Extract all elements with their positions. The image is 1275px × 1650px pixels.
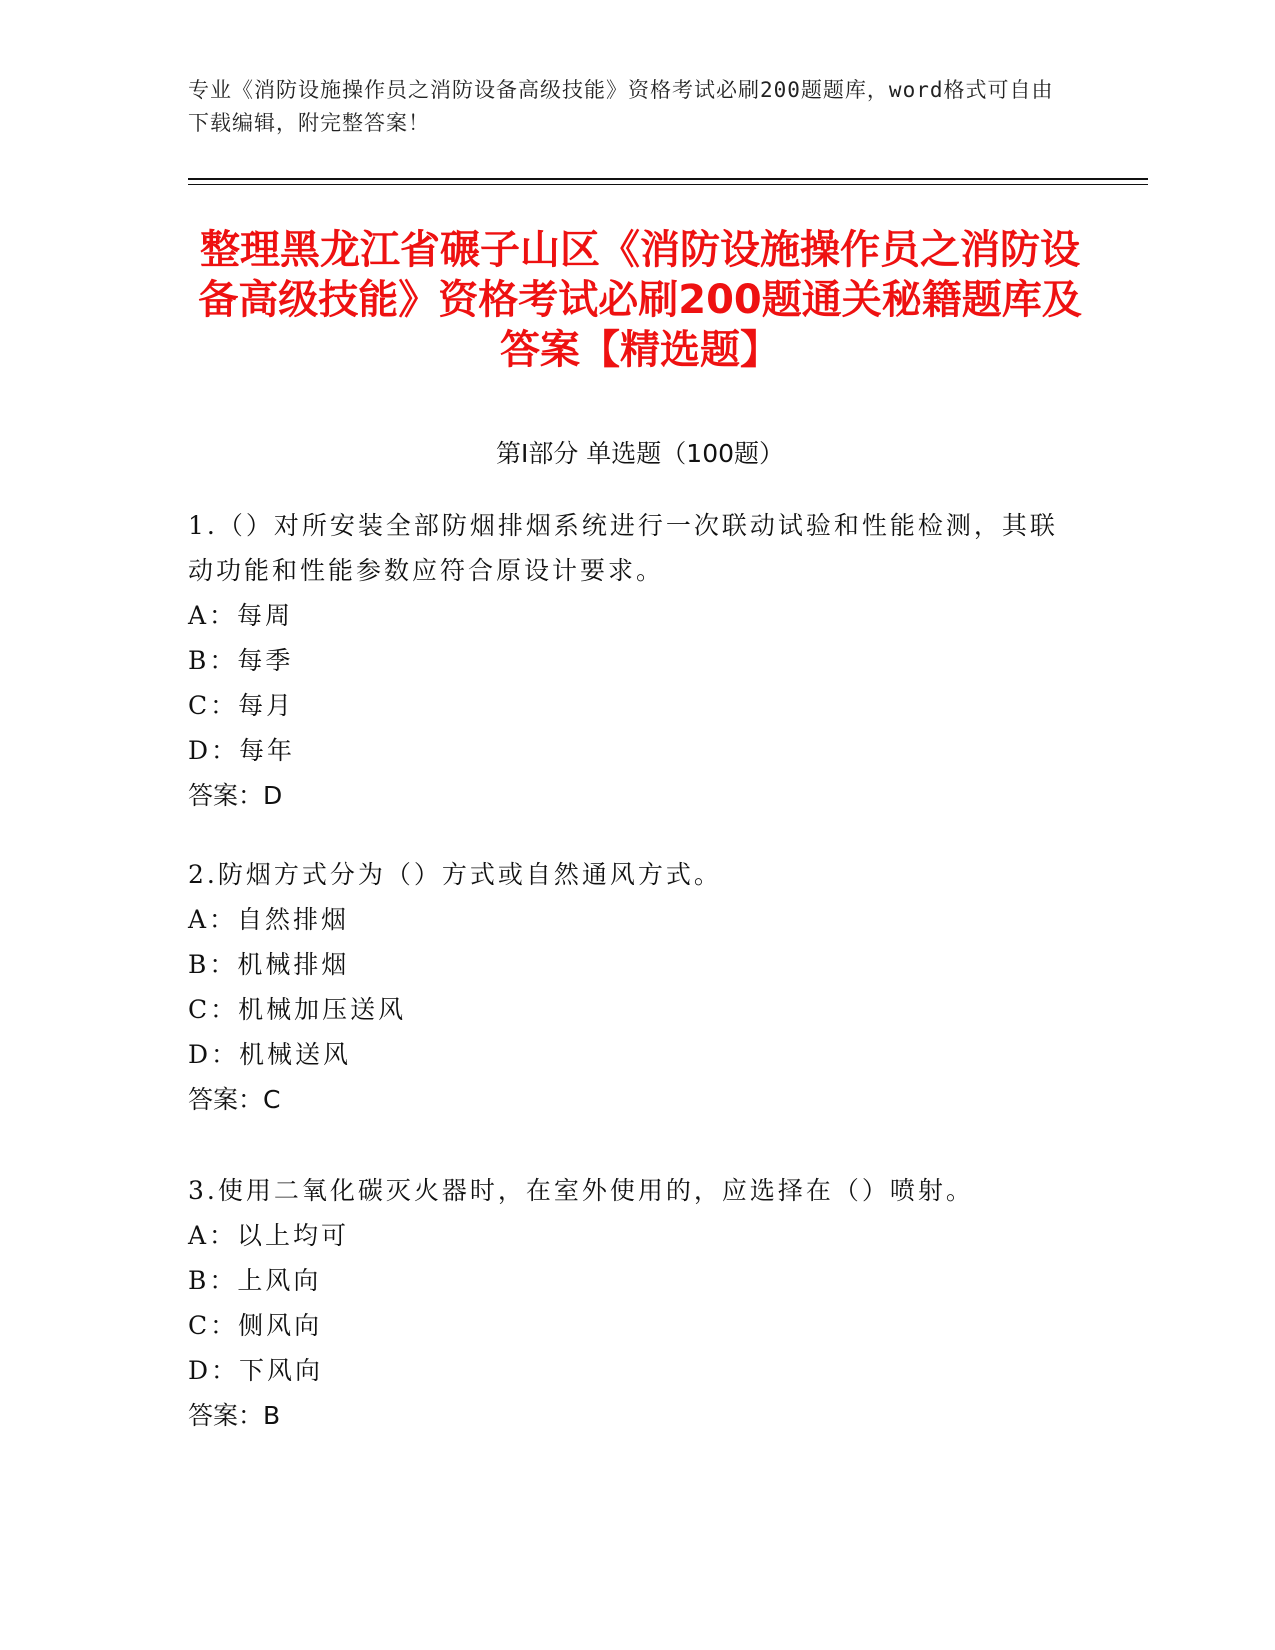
option-a: A：每周 [188,601,294,630]
question-2 [188,852,1068,1122]
question-stem: 3.使用二氧化碳灭火器时，在室外使用的，应选择在（）喷射。 [188,1176,974,1205]
option-d: D：下风向 [188,1356,324,1385]
document-title: 整理黑龙江省碾子山区《消防设施操作员之消防设备高级技能》资格考试必刷200题通关秘籍题库及答案【精选题】 [198,227,1082,373]
section-heading: 第Ⅰ部分 单选题（100题） [495,439,785,468]
answer: 答案：C [188,1085,281,1114]
option-c: C：侧风向 [188,1311,323,1340]
option-d: D：每年 [188,736,296,765]
question-stem: 2.防烟方式分为（）方式或自然通风方式。 [188,860,722,889]
option-b: B：机械排烟 [188,950,350,979]
option-b: B：每季 [188,646,294,675]
option-a: A：自然排烟 [188,905,350,934]
option-d: D：机械送风 [188,1040,352,1069]
question-stem: 1.（）对所安装全部防烟排烟系统进行一次联动试验和性能检测，其联动功能和性能参数应符合原设计要求。 [188,511,1058,585]
header-divider-thick [188,178,1148,180]
header-note: 专业《消防设施操作员之消防设备高级技能》资格考试必刷200题题库，word格式可自由下载编辑，附完整答案！ [188,78,1054,135]
question-1 [188,503,1068,818]
option-c: C：机械加压送风 [188,995,407,1024]
option-c: C：每月 [188,691,295,720]
answer: 答案：B [188,1401,281,1430]
header-divider-thin [188,184,1148,185]
option-a: A：以上均可 [188,1221,350,1250]
question-3 [188,1168,1068,1438]
option-b: B：上风向 [188,1266,322,1295]
answer: 答案：D [188,781,283,810]
